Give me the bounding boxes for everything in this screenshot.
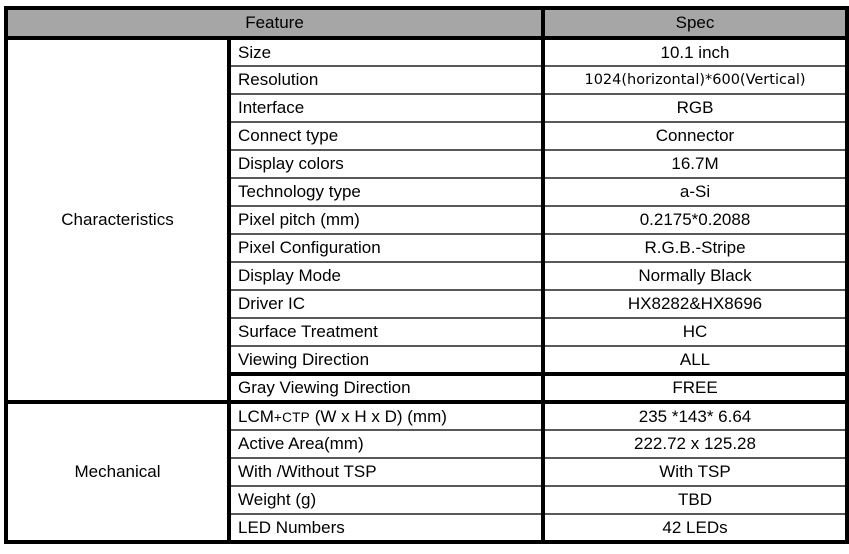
spec-cell: 10.1 inch: [543, 38, 847, 66]
spec-cell: 0.2175*0.2088: [543, 206, 847, 234]
feature-cell: Driver IC: [229, 290, 543, 318]
feature-cell: Weight (g): [229, 486, 543, 514]
feature-part: (W x H x D) (mm): [310, 406, 447, 426]
feature-cell: Viewing Direction: [229, 346, 543, 374]
feature-cell: [229, 402, 543, 430]
spec-cell: 16.7M: [543, 150, 847, 178]
spec-cell: TBD: [543, 486, 847, 514]
table-row: [6, 402, 847, 430]
spec-cell: HX8282&HX8696: [543, 290, 847, 318]
feature-cell: Display colors: [229, 150, 543, 178]
header-row: [6, 8, 847, 38]
feature-cell: Interface: [229, 94, 543, 122]
spec-cell: Normally Black: [543, 262, 847, 290]
feature-cell: Resolution: [229, 66, 543, 94]
spec-cell: Connector: [543, 122, 847, 150]
spec-column-header: Spec: [543, 8, 847, 38]
feature-cell: With /Without TSP: [229, 458, 543, 486]
feature-cell: Size: [229, 38, 543, 66]
feature-cell: Connect type: [229, 122, 543, 150]
spec-cell: 42 LEDs: [543, 514, 847, 542]
spec-cell: R.G.B.-Stripe: [543, 234, 847, 262]
group-cell-characteristics: Characteristics: [6, 38, 229, 402]
feature-cell: Gray Viewing Direction: [229, 374, 543, 402]
feature-cell: Pixel pitch (mm): [229, 206, 543, 234]
group-cell-mechanical: Mechanical: [6, 402, 229, 542]
spec-cell: ALL: [543, 346, 847, 374]
spec-cell: 222.72 x 125.28: [543, 430, 847, 458]
spec-cell: 1024(horizontal)*600(Vertical): [543, 66, 847, 94]
feature-cell: LED Numbers: [229, 514, 543, 542]
table-row: [6, 38, 847, 66]
spec-cell: a-Si: [543, 178, 847, 206]
feature-cell: Display Mode: [229, 262, 543, 290]
spec-cell: RGB: [543, 94, 847, 122]
feature-cell: Active Area(mm): [229, 430, 543, 458]
feature-column-header: Feature: [6, 8, 543, 38]
feature-small-part: +CTP: [273, 409, 310, 425]
spec-cell: 235 *143* 6.64: [543, 402, 847, 430]
spec-cell: FREE: [543, 374, 847, 402]
feature-cell: Technology type: [229, 178, 543, 206]
spec-cell: HC: [543, 318, 847, 346]
feature-cell: Pixel Configuration: [229, 234, 543, 262]
feature-cell: Surface Treatment: [229, 318, 543, 346]
spec-cell: With TSP: [543, 458, 847, 486]
feature-part: LCM: [238, 406, 274, 426]
spec-table: [4, 6, 849, 544]
